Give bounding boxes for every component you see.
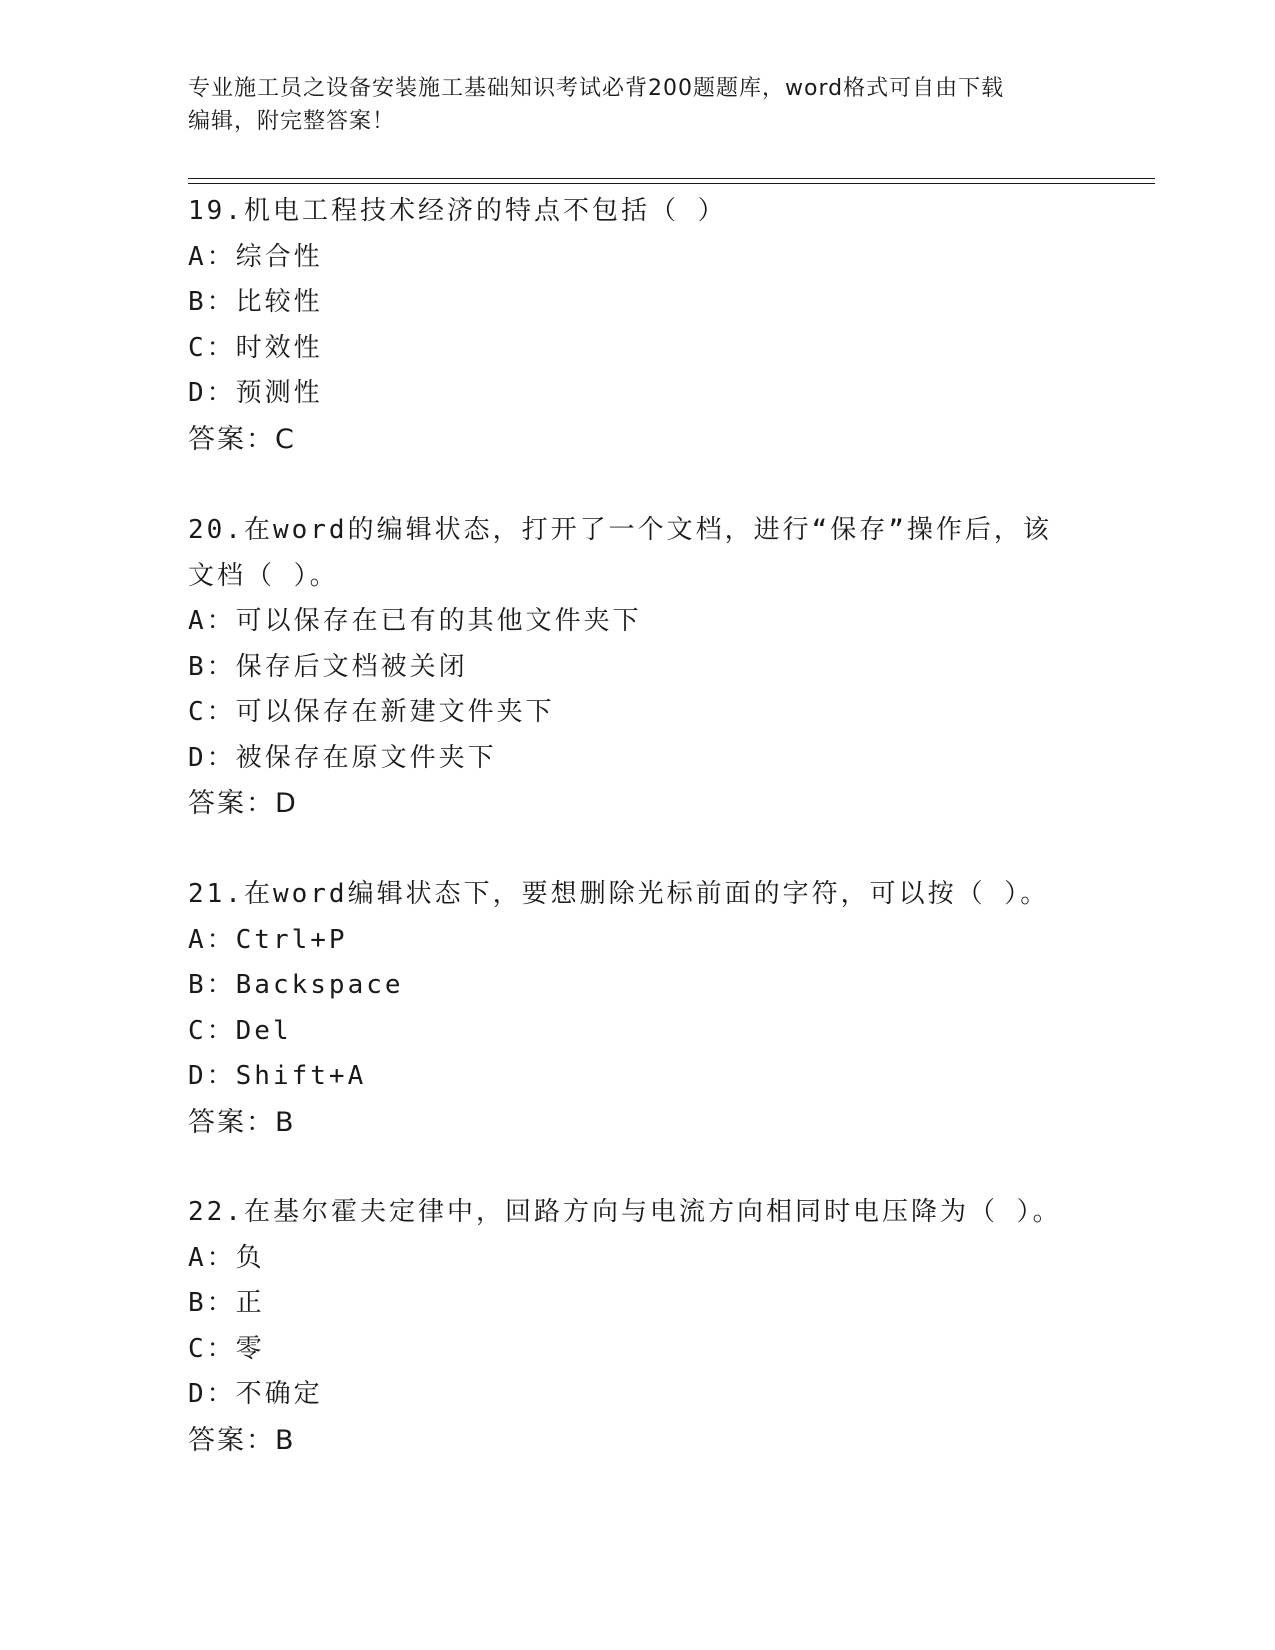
option-d: D：Shift+A [188,1061,367,1091]
answer-line: 答案：B [188,1424,296,1456]
question-19 [188,189,1088,462]
option-c: C：时效性 [188,332,323,363]
question-22 [188,1190,1088,1463]
option-a: A：负 [188,1242,265,1273]
question-stem: 22.在基尔霍夫定律中，回路方向与电流方向相同时电压降为（ ）。 [188,1197,1062,1227]
header-title-line-2: 编辑，附完整答案！ [188,109,396,134]
question-20 [188,508,1088,827]
option-b: B：Backspace [188,970,404,1000]
question-stem: 20.在word的编辑状态，打开了一个文档，进行“保存”操作后，该 [188,515,1052,545]
option-a: A：综合性 [188,241,323,272]
option-d: D：预测性 [188,378,323,408]
option-a: A：Ctrl+P [188,924,348,955]
question-stem: 19.机电工程技术经济的特点不包括（ ） [188,196,727,226]
option-a: A：可以保存在已有的其他文件夹下 [188,606,642,636]
question-stem-continued: 文档（ ）。 [188,560,339,591]
answer-line: 答案：D [188,788,298,819]
header-title-line-1: 专业施工员之设备安装施工基础知识考试必背200题题库，word格式可自由下载 [188,76,1005,101]
option-c: C：可以保存在新建文件夹下 [188,697,555,727]
answer-line: 答案：B [188,1106,296,1138]
option-c: C：Del [188,1015,292,1046]
header-divider-top [188,178,1155,179]
option-b: B：保存后文档被关闭 [188,651,468,682]
option-d: D：不确定 [188,1379,323,1409]
question-stem: 21.在word编辑状态下，要想删除光标前面的字符，可以按（ ）。 [188,879,1050,909]
question-21 [188,872,1088,1145]
answer-line: 答案：C [188,423,296,455]
option-b: B：比较性 [188,287,323,317]
header-divider-bottom [188,183,1155,184]
option-d: D：被保存在原文件夹下 [188,742,497,773]
option-b: B：正 [188,1288,265,1318]
document-header [188,72,1068,138]
option-c: C：零 [188,1333,265,1364]
